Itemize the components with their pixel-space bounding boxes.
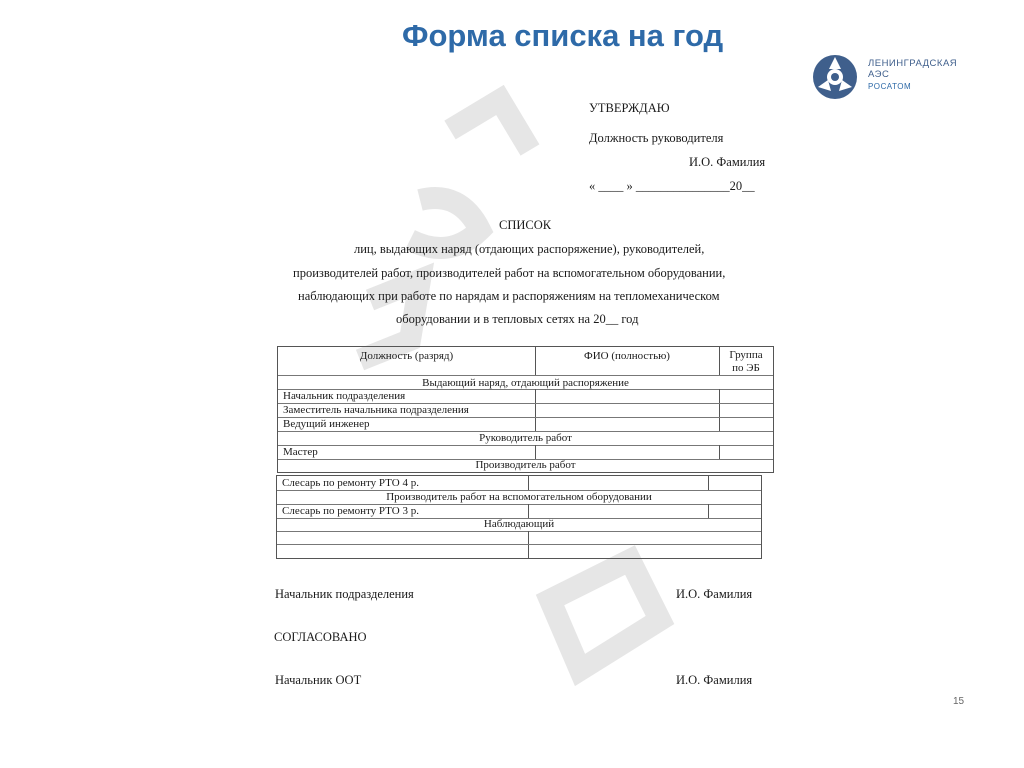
- approval-name: И.О. Фамилия: [689, 155, 766, 169]
- logo-line3: РОСАТОМ: [868, 82, 912, 91]
- logo-line1: ЛЕНИНГРАДСКАЯ: [868, 58, 958, 69]
- slide-title: Форма списка на год: [402, 18, 724, 53]
- row-head-of-unit: Начальник подразделения: [283, 390, 406, 402]
- sign-oot-label: Начальник ООТ: [275, 673, 362, 687]
- section-aux-performer: Производитель работ на вспомогательном оборудовании: [386, 491, 652, 503]
- sign-head-name: И.О. Фамилия: [676, 587, 753, 601]
- list-heading: СПИСОК: [499, 218, 552, 232]
- section-issuer: Выдающий наряд, отдающий распоряжение: [422, 377, 629, 389]
- logo-line2: АЭС: [868, 69, 890, 80]
- list-line-1: лиц, выдающих наряд (отдающих распоряжение), руководителей,: [354, 242, 705, 256]
- row-lead-engineer: Ведущий инженер: [283, 418, 370, 430]
- row-fitter-3: Слесарь по ремонту РТО 3 р.: [282, 505, 419, 517]
- header-position: Должность (разряд): [359, 350, 454, 362]
- rosatom-logo-icon: [810, 52, 860, 102]
- header-eb: по ЭБ: [732, 362, 760, 374]
- approval-position: Должность руководителя: [589, 131, 724, 145]
- sign-oot-name: И.О. Фамилия: [676, 673, 753, 687]
- approval-date: « ____ » _______________20__: [589, 179, 755, 193]
- section-observer: Наблюдающий: [483, 518, 555, 530]
- agreed-label: СОГЛАСОВАНО: [274, 630, 367, 644]
- sign-head-label: Начальник подразделения: [275, 587, 414, 601]
- row-deputy-head: Заместитель начальника подразделения: [283, 404, 469, 416]
- list-line-2: производителей работ, производителей работ на вспомогательном оборудовании,: [293, 266, 726, 280]
- approval-heading: УТВЕРЖДАЮ: [589, 101, 670, 115]
- list-line-4: оборудовании и в тепловых сетях на 20__ год: [396, 312, 639, 326]
- section-performer: Производитель работ: [475, 459, 576, 471]
- header-group: Группа: [729, 349, 763, 361]
- list-line-3: наблюдающих при работе по нарядам и распоряжениям на тепломеханическом: [298, 289, 720, 303]
- section-manager: Руководитель работ: [479, 432, 572, 444]
- row-fitter-4: Слесарь по ремонту РТО 4 р.: [282, 477, 419, 489]
- table-1: [277, 346, 774, 473]
- logo: [810, 52, 970, 102]
- header-fio: ФИО (полностью): [584, 350, 670, 362]
- page-number: 15: [953, 696, 965, 707]
- row-master: Мастер: [283, 446, 318, 458]
- table-2: [276, 475, 762, 559]
